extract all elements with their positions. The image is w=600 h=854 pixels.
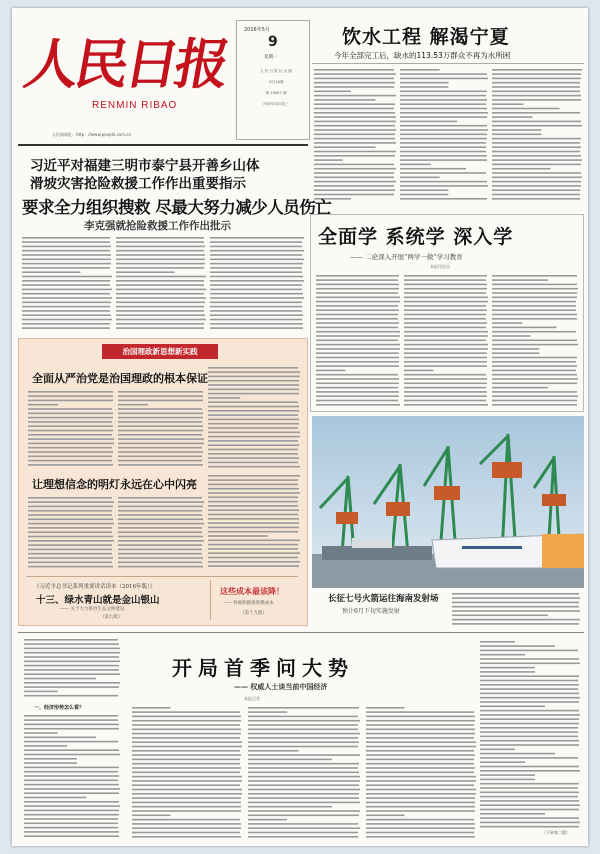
text-texture [210, 236, 304, 332]
body-text [452, 592, 580, 628]
right-item-subtitle: ——各地积极推进降成本 [224, 601, 274, 606]
lead-headline: 要求全力组织搜救 尽最大努力减少人员伤亡 [22, 198, 332, 217]
body-text [492, 68, 582, 204]
right-item-page: （第十九版） [240, 611, 267, 616]
body-text [480, 640, 580, 828]
text-texture [28, 496, 114, 570]
body-text [118, 496, 204, 570]
text-texture [116, 236, 206, 332]
body-text [366, 706, 476, 838]
divider [26, 576, 298, 577]
bottom-subtitle: —— 权威人士谈当前中国经济 [234, 682, 328, 691]
bottom-byline: 本报记者 [244, 696, 260, 701]
issue-info-line: 丙申年四月初三 [263, 102, 289, 106]
divider [18, 632, 584, 633]
body-text [24, 714, 120, 838]
text-texture [132, 706, 242, 838]
photo-port-cranes [312, 416, 584, 588]
body-text [28, 496, 114, 570]
body-text [208, 474, 300, 570]
body-text [210, 236, 304, 332]
body-text [208, 366, 300, 468]
feature-byline: 本报评论员 [430, 264, 450, 269]
body-text [248, 706, 360, 838]
book-title: 十三、绿水青山就是金山银山 [36, 595, 160, 606]
text-texture [492, 274, 578, 406]
text-texture [248, 706, 360, 838]
text-texture [24, 714, 120, 838]
right-item-title: 这些成本最该降！ [220, 587, 284, 596]
photo-caption-title: 长征七号火箭运往海南发射场 [328, 594, 439, 604]
text-texture [118, 496, 204, 570]
text-texture [22, 236, 112, 332]
text-texture [316, 274, 400, 406]
issue-day: 9 [268, 34, 278, 50]
text-texture [366, 706, 476, 838]
body-text [116, 236, 206, 332]
lead-kicker-line2: 滑坡灾害抢险救援工作作出重要指示 [30, 176, 246, 192]
text-texture [208, 366, 300, 468]
book-note: 《习近平总书记系列重要讲话读本（2016年版）》 [34, 584, 156, 590]
masthead-pinyin: RENMIN RIBAO [92, 100, 178, 111]
issue-weekday: 星期一 [264, 55, 278, 60]
body-text [400, 68, 488, 204]
text-texture [400, 68, 488, 204]
text-texture [452, 592, 580, 628]
divider [312, 63, 584, 64]
website-line: 人民网网址：http：//www.people.com.cn [52, 132, 132, 137]
masthead-logo: 人民日报 [19, 32, 232, 96]
body-text [492, 274, 578, 406]
issue-date: 2016年5月 [244, 27, 270, 33]
feature-headline: 全面学 系统学 深入学 [318, 226, 514, 248]
jump-line: （下转第二版） [542, 830, 570, 835]
text-texture [480, 640, 580, 828]
top-right-headline: 饮水工程 解渴宁夏 [342, 26, 510, 48]
body-text [316, 274, 400, 406]
governance-header: 治国理政新思想新实践 [102, 344, 218, 359]
text-texture [24, 638, 120, 698]
body-text [24, 638, 120, 698]
lead-subheadline: 李克强就抢险救援工作作出批示 [84, 220, 231, 232]
book-page: （第九版） [100, 615, 123, 620]
body-text [314, 68, 396, 204]
text-texture [208, 474, 300, 570]
body-text [132, 706, 242, 838]
bottom-headline: 开局首季问大势 [172, 656, 354, 680]
issue-info-line: 今日24版 [268, 80, 284, 84]
text-texture [28, 390, 114, 468]
section-label: 一、经济形势怎么看？ [34, 705, 85, 711]
divider [210, 580, 211, 620]
body-text [28, 390, 114, 468]
text-texture [404, 274, 488, 406]
issue-info [250, 66, 302, 110]
body-text [118, 390, 204, 468]
text-texture [314, 68, 396, 204]
issue-info-line: 人 民 日 报 社 出 版 [259, 69, 292, 73]
book-subtitle: —— 关于大力推进生态文明建设 [60, 607, 125, 612]
governance-title-2: 让理想信念的明灯永远在心中闪亮 [32, 478, 197, 491]
masthead-rule [18, 144, 308, 146]
feature-subtitle: —— 二论深入开展“两学一做”学习教育 [350, 253, 463, 261]
governance-title-1: 全面从严治党是治国理政的根本保证 [32, 372, 208, 385]
photo-caption-subtitle: 预计6月下旬实施发射 [342, 608, 400, 615]
text-texture [492, 68, 582, 204]
body-text [22, 236, 112, 332]
issue-info-line: 第 24597 期 [265, 91, 287, 95]
news-photo [312, 416, 584, 588]
text-texture [118, 390, 204, 468]
top-right-subtitle: 今年全部完工后，缺水的113.53万群众不再为水所困 [334, 51, 511, 60]
newspaper-page [12, 8, 588, 846]
body-text [404, 274, 488, 406]
lead-kicker-line1: 习近平对福建三明市泰宁县开善乡山体 [30, 158, 260, 174]
